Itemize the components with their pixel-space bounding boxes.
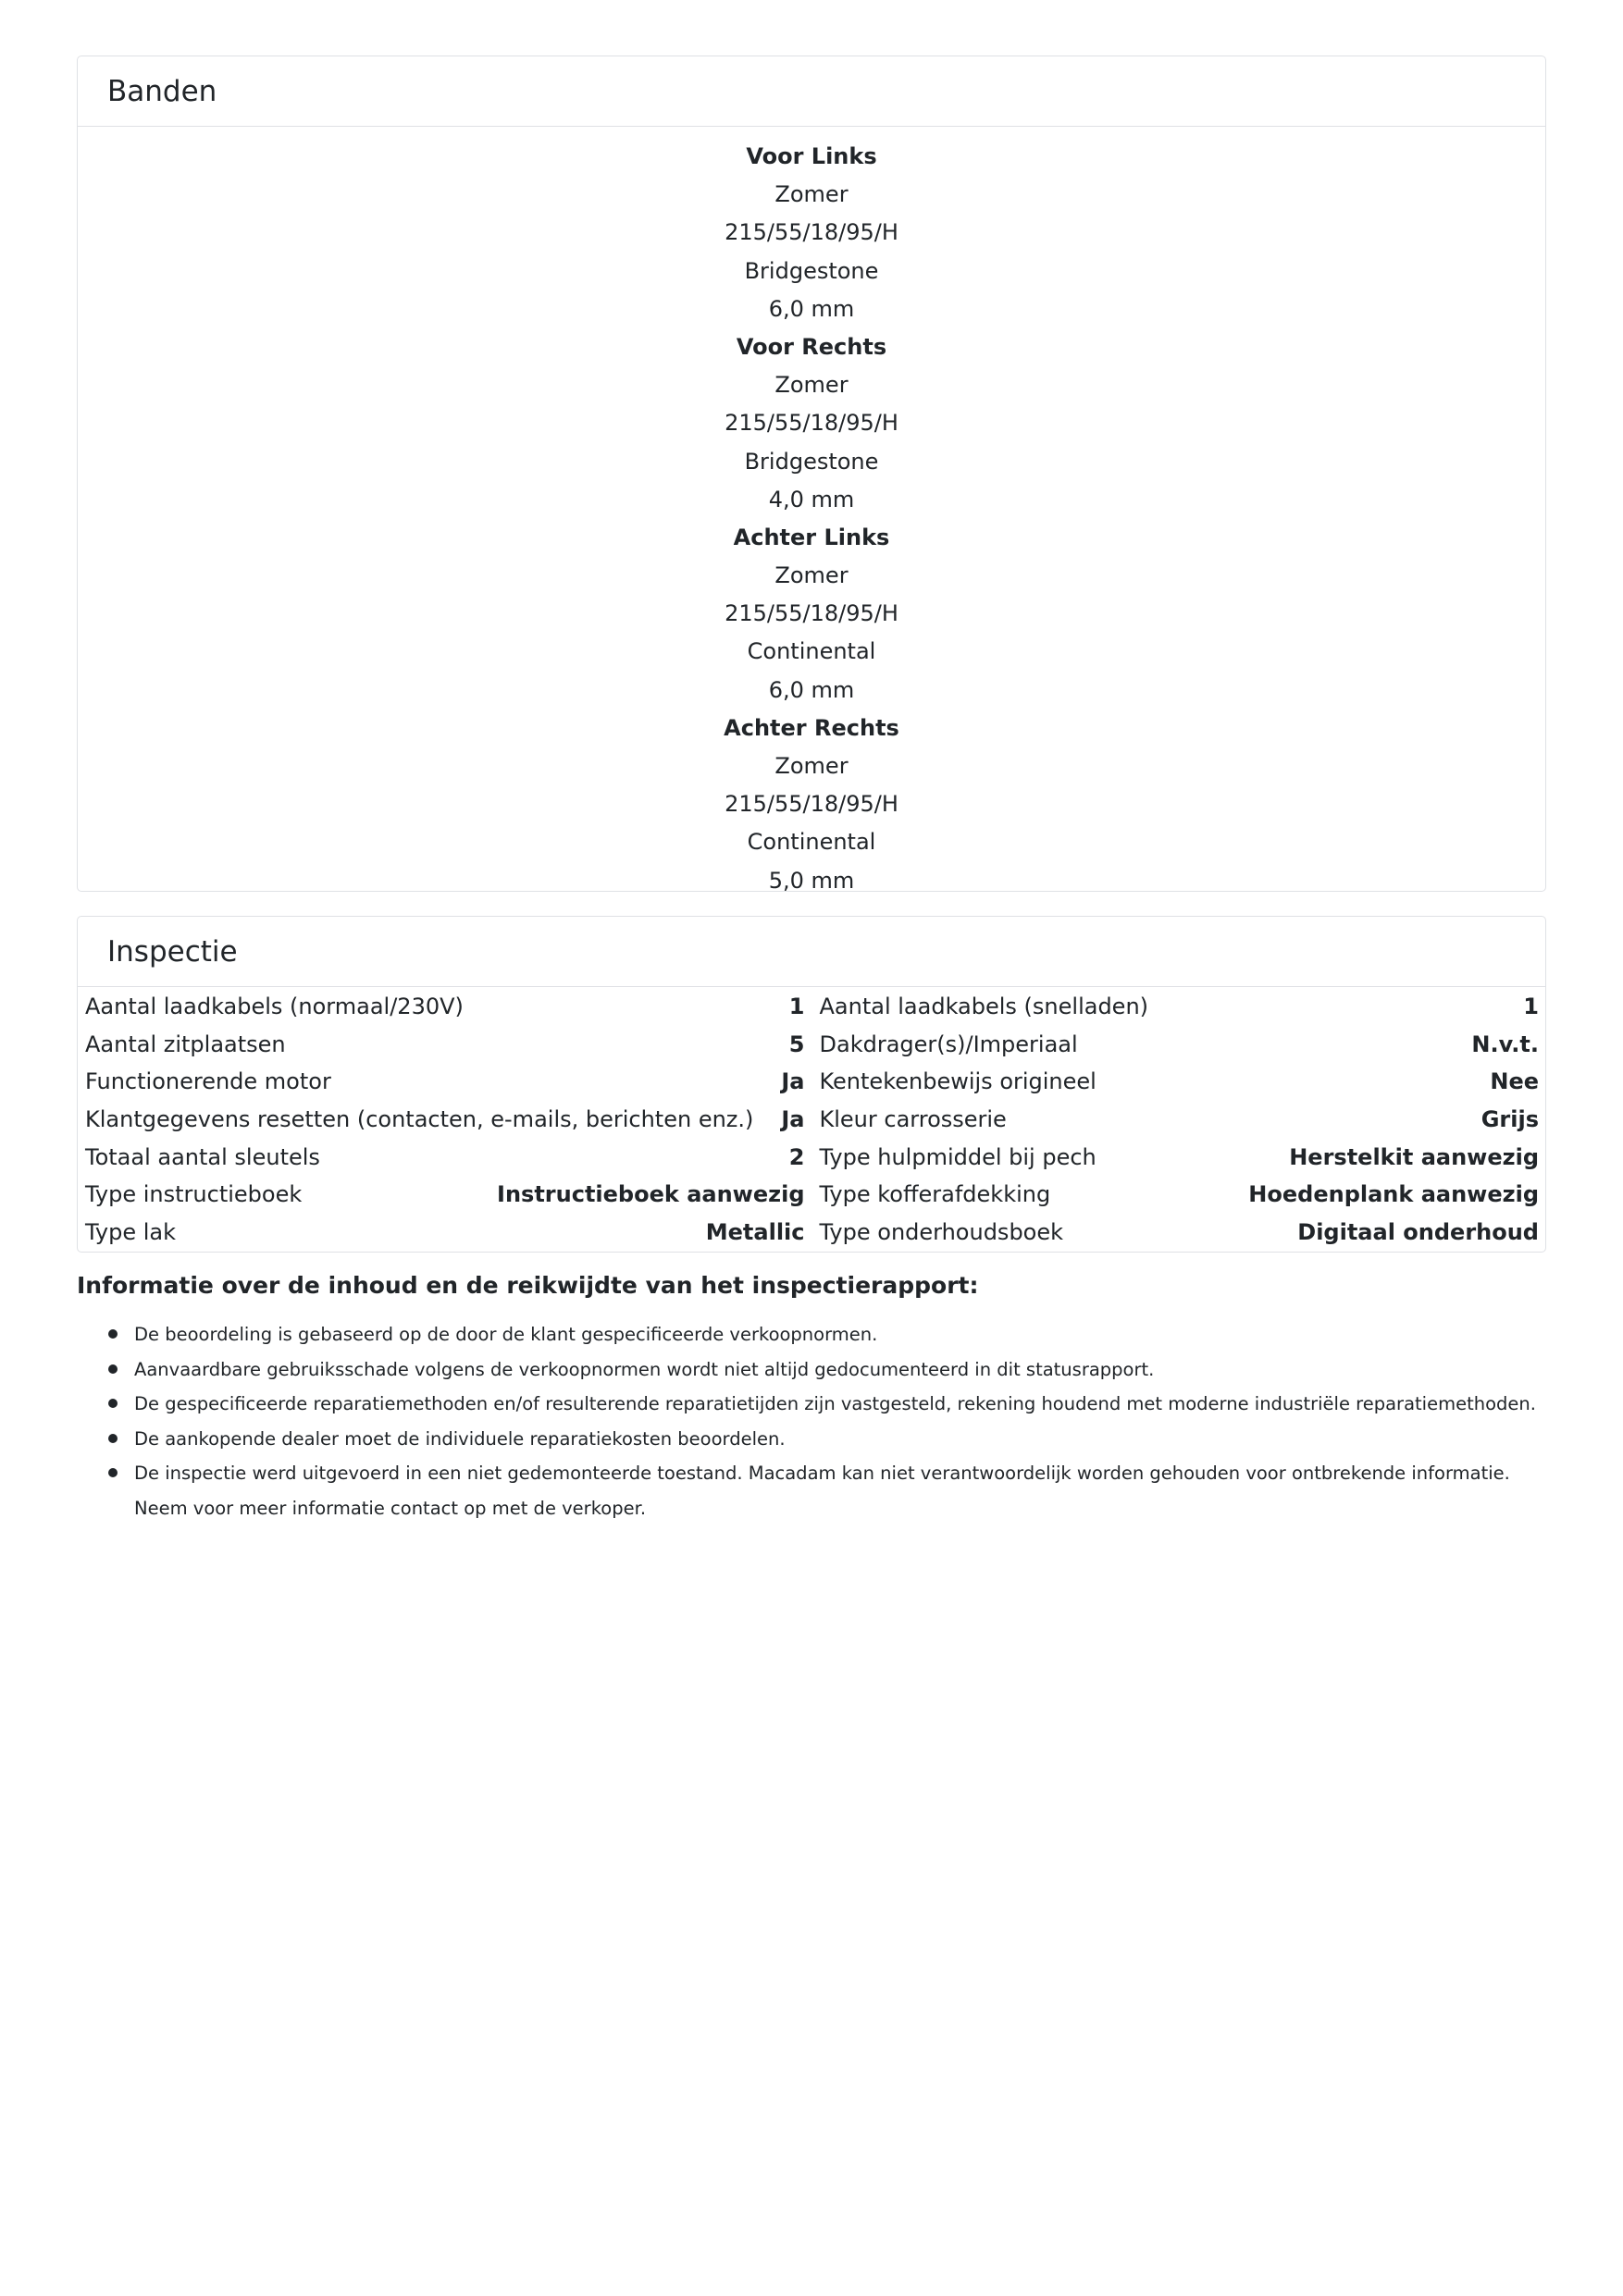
list-item (77, 1456, 1546, 1525)
inspection-card-title: Inspectie (78, 917, 1545, 987)
list-item-text: De gespecificeerde reparatiemethoden en/of resulterende reparatietijden zijn vastgesteld, rekening houdend met moderne industriële reparatiemethoden. (134, 1393, 1536, 1414)
inspection-label: Kleur carrosserie (819, 1106, 1007, 1133)
inspection-value: Hoedenplank aanwezig (1248, 1181, 1539, 1208)
list-item (77, 1422, 1546, 1457)
inspection-label: Type hulpmiddel bij pech (819, 1143, 1096, 1170)
inspection-value: 1 (788, 994, 805, 1020)
inspection-column-right (812, 988, 1540, 1251)
bullet-icon (108, 1399, 118, 1408)
tyre-tread-depth: 6,0 mm (768, 295, 855, 322)
inspection-label: Aantal laadkabels (normaal/230V) (85, 994, 464, 1020)
inspection-grid (78, 988, 1545, 1251)
inspection-label: Dakdrager(s)/Imperiaal (819, 1031, 1078, 1057)
inspection-value: Ja (781, 1106, 805, 1133)
inspection-row (820, 1101, 1540, 1139)
inspection-value: N.v.t. (1471, 1031, 1539, 1057)
report-info-section (77, 1272, 1546, 1525)
tyre-tread-depth: 4,0 mm (768, 486, 855, 512)
tyre-season: Zomer (774, 372, 849, 399)
tyre-position: Voor Links (746, 143, 877, 169)
tyre-size: 215/55/18/95/H (725, 410, 898, 437)
inspection-value: Herstelkit aanwezig (1289, 1143, 1539, 1170)
inspection-value: Nee (1490, 1068, 1539, 1095)
inspection-row (85, 988, 805, 1026)
tyre-position: Voor Rechts (736, 333, 887, 360)
inspection-row (85, 1101, 805, 1139)
tyre-size: 215/55/18/95/H (725, 600, 898, 627)
inspection-label: Type lak (85, 1218, 177, 1245)
tyre-position: Achter Links (733, 524, 890, 550)
inspection-value: Metallic (705, 1218, 805, 1245)
tyres-card (77, 56, 1546, 892)
inspection-row (820, 988, 1540, 1026)
tyre-list (78, 127, 1545, 900)
inspection-row (85, 1214, 805, 1252)
tyre-brand: Bridgestone (744, 448, 879, 475)
inspection-label: Aantal zitplaatsen (85, 1031, 286, 1057)
list-item (77, 1317, 1546, 1352)
inspection-row (85, 1176, 805, 1214)
tyre-season: Zomer (774, 181, 849, 208)
tyre-position: Achter Rechts (724, 714, 899, 741)
inspection-row (820, 1214, 1540, 1252)
list-item-text: De aankopende dealer moet de individuele reparatiekosten beoordelen. (134, 1427, 786, 1450)
inspection-label: Aantal laadkabels (snelladen) (819, 994, 1149, 1020)
inspection-value: 2 (788, 1143, 805, 1170)
bullet-icon (108, 1329, 118, 1339)
inspection-label: Kentekenbewijs origineel (819, 1068, 1096, 1095)
bullet-icon (108, 1434, 118, 1443)
inspection-label: Klantgegevens resetten (contacten, e-mails, berichten enz.) (85, 1106, 754, 1133)
inspection-label: Type instructieboek (85, 1181, 303, 1208)
inspection-row (820, 1063, 1540, 1101)
inspection-label: Type onderhoudsboek (819, 1218, 1064, 1245)
list-item-text: De beoordeling is gebaseerd op de door de klant gespecificeerde verkoopnormen. (134, 1324, 878, 1345)
inspection-label: Type kofferafdekking (819, 1181, 1051, 1208)
inspection-value: Ja (781, 1068, 805, 1095)
inspection-row (820, 1176, 1540, 1214)
tyres-card-title: Banden (78, 56, 1545, 127)
inspection-label: Functionerende motor (85, 1068, 331, 1095)
tyre-size: 215/55/18/95/H (725, 219, 898, 246)
report-info-title: Informatie over de inhoud en de reikwijdte van het inspectierapport: (77, 1272, 979, 1299)
inspection-row (85, 1026, 805, 1064)
tyre-brand: Continental (747, 638, 876, 665)
tyre-brand: Continental (747, 829, 876, 856)
list-item (77, 1387, 1546, 1422)
inspection-value: 5 (788, 1031, 805, 1057)
list-item (77, 1352, 1546, 1388)
inspection-label: Totaal aantal sleutels (85, 1143, 320, 1170)
inspection-row (820, 1138, 1540, 1176)
tyre-brand: Bridgestone (744, 257, 879, 284)
inspection-column-left (85, 988, 812, 1251)
inspection-value: Grijs (1481, 1106, 1539, 1133)
report-info-list (77, 1317, 1546, 1525)
inspection-row (820, 1026, 1540, 1064)
inspection-value: 1 (1523, 994, 1539, 1020)
tyre-tread-depth: 6,0 mm (768, 676, 855, 703)
list-item-text: De inspectie werd uitgevoerd in een niet gedemonteerde toestand. Macadam kan niet verantwoordelijk worden gehouden voor ontbrekende informatie. Neem voor meer informatie contact op met de verkoper. (134, 1463, 1510, 1519)
tyre-tread-depth: 5,0 mm (768, 867, 855, 894)
list-item-text: Aanvaardbare gebruiksschade volgens de verkoopnormen wordt niet altijd gedocumenteerd in dit statusrapport. (134, 1358, 1155, 1380)
inspection-value: Instructieboek aanwezig (497, 1181, 805, 1208)
inspection-card (77, 916, 1546, 1253)
inspection-value: Digitaal onderhoud (1297, 1218, 1539, 1245)
tyre-season: Zomer (774, 562, 849, 589)
inspection-row (85, 1063, 805, 1101)
bullet-icon (108, 1468, 118, 1477)
inspection-row (85, 1138, 805, 1176)
tyre-season: Zomer (774, 753, 849, 779)
bullet-icon (108, 1364, 118, 1374)
tyre-size: 215/55/18/95/H (725, 791, 898, 818)
